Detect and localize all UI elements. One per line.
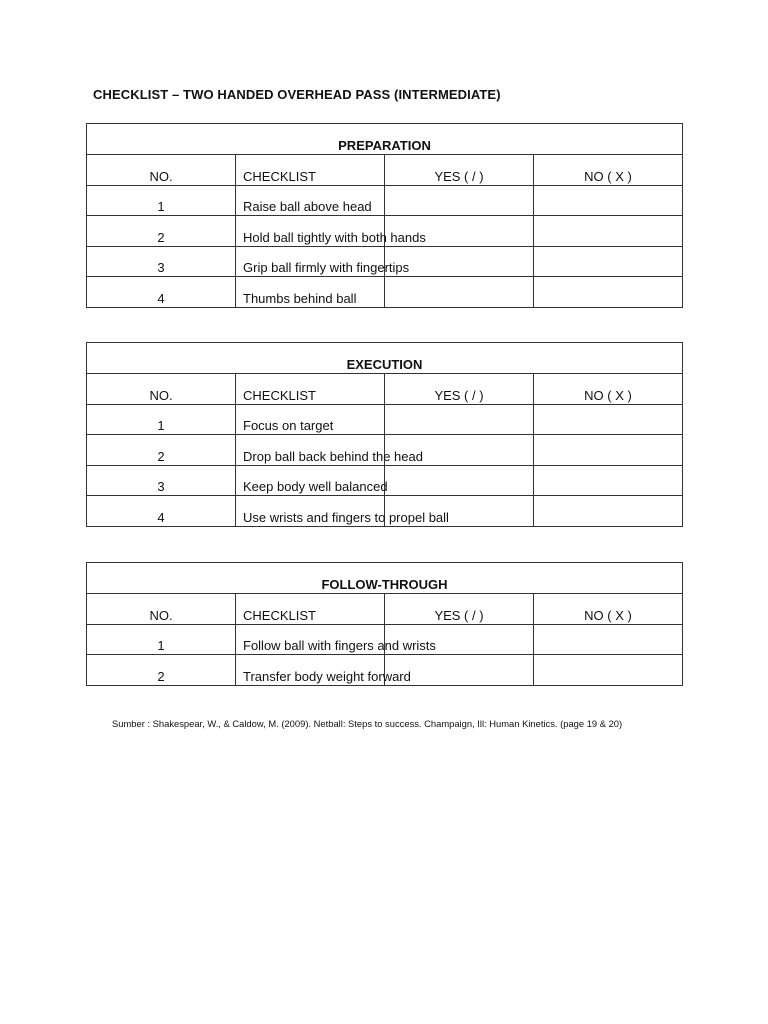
yes-cell[interactable] <box>385 185 534 216</box>
table-row <box>87 496 683 527</box>
execution-table <box>86 342 683 527</box>
header-yes: YES ( / ) <box>385 594 534 625</box>
section-header-row <box>87 124 683 155</box>
header-checklist: CHECKLIST <box>236 594 385 625</box>
row-item: Hold ball tightly with both hands <box>236 216 385 247</box>
row-number: 3 <box>87 246 236 277</box>
no-cell[interactable] <box>534 496 683 527</box>
row-item: Follow ball with fingers and wrists <box>236 624 385 655</box>
table-row <box>87 246 683 277</box>
header-yes: YES ( / ) <box>385 155 534 186</box>
row-item: Focus on target <box>236 404 385 435</box>
header-no-x: NO ( X ) <box>534 155 683 186</box>
row-item: Transfer body weight forward <box>236 655 385 686</box>
row-number: 2 <box>87 435 236 466</box>
yes-cell[interactable] <box>385 277 534 308</box>
no-cell[interactable] <box>534 277 683 308</box>
row-number: 1 <box>87 185 236 216</box>
column-header-row <box>87 155 683 186</box>
section-title: PREPARATION <box>87 124 683 155</box>
table-row <box>87 404 683 435</box>
table-row <box>87 624 683 655</box>
section-header-row <box>87 343 683 374</box>
row-number: 4 <box>87 277 236 308</box>
header-no-x: NO ( X ) <box>534 594 683 625</box>
table-row <box>87 185 683 216</box>
section-header-row <box>87 563 683 594</box>
yes-cell[interactable] <box>385 404 534 435</box>
table-row <box>87 465 683 496</box>
row-number: 3 <box>87 465 236 496</box>
header-yes: YES ( / ) <box>385 374 534 405</box>
header-checklist: CHECKLIST <box>236 374 385 405</box>
row-number: 1 <box>87 404 236 435</box>
row-number: 1 <box>87 624 236 655</box>
row-item: Drop ball back behind the head <box>236 435 385 466</box>
section-title: FOLLOW-THROUGH <box>87 563 683 594</box>
document-title: CHECKLIST – TWO HANDED OVERHEAD PASS (INTERMEDIATE) <box>93 87 501 102</box>
row-item: Use wrists and fingers to propel ball <box>236 496 385 527</box>
source-citation: Sumber : Shakespear, W., & Caldow, M. (2009). Netball: Steps to success. Champaign, Ill: Human Kinetics. (page 19 & 20) <box>112 718 623 729</box>
section-title: EXECUTION <box>87 343 683 374</box>
row-item: Thumbs behind ball <box>236 277 385 308</box>
table-row <box>87 435 683 466</box>
table-row <box>87 655 683 686</box>
row-number: 2 <box>87 655 236 686</box>
row-number: 4 <box>87 496 236 527</box>
row-number: 2 <box>87 216 236 247</box>
header-no: NO. <box>87 594 236 625</box>
no-cell[interactable] <box>534 404 683 435</box>
follow-through-table <box>86 562 683 686</box>
no-cell[interactable] <box>534 655 683 686</box>
header-no-x: NO ( X ) <box>534 374 683 405</box>
no-cell[interactable] <box>534 435 683 466</box>
row-item: Raise ball above head <box>236 185 385 216</box>
header-no: NO. <box>87 155 236 186</box>
no-cell[interactable] <box>534 624 683 655</box>
no-cell[interactable] <box>534 465 683 496</box>
header-checklist: CHECKLIST <box>236 155 385 186</box>
yes-cell[interactable] <box>385 465 534 496</box>
no-cell[interactable] <box>534 246 683 277</box>
no-cell[interactable] <box>534 185 683 216</box>
table-row <box>87 277 683 308</box>
preparation-table <box>86 123 683 308</box>
no-cell[interactable] <box>534 216 683 247</box>
row-item: Keep body well balanced <box>236 465 385 496</box>
column-header-row <box>87 374 683 405</box>
column-header-row <box>87 594 683 625</box>
table-row <box>87 216 683 247</box>
header-no: NO. <box>87 374 236 405</box>
row-item: Grip ball firmly with fingertips <box>236 246 385 277</box>
